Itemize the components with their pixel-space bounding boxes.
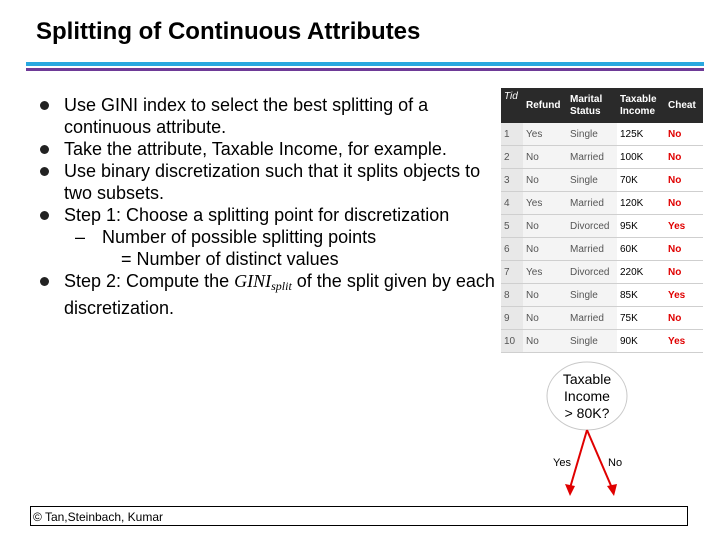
cell-cheat: No bbox=[665, 123, 703, 146]
bullet-dot-icon bbox=[40, 101, 49, 110]
header-tid: Tid bbox=[501, 88, 523, 123]
bullet-text-post: of the split given by each discretization. bbox=[64, 271, 495, 318]
cell-refund: No bbox=[523, 169, 567, 192]
bullet-dot-icon bbox=[40, 277, 49, 286]
data-table bbox=[501, 88, 703, 353]
cell-refund: No bbox=[523, 330, 567, 353]
table-body bbox=[501, 123, 703, 353]
cell-taxable-income: 70K bbox=[617, 169, 665, 192]
header-cheat: Cheat bbox=[665, 88, 703, 123]
gini-split-term bbox=[234, 271, 292, 291]
footer-credit: © Tan,Steinbach, Kumar bbox=[30, 506, 688, 526]
cell-tid: 4 bbox=[501, 192, 523, 215]
table-row bbox=[501, 192, 703, 215]
cell-cheat: No bbox=[665, 238, 703, 261]
cell-marital-status: Married bbox=[567, 192, 617, 215]
cell-cheat: No bbox=[665, 261, 703, 284]
cell-refund: Yes bbox=[523, 123, 567, 146]
cell-marital-status: Divorced bbox=[567, 261, 617, 284]
cell-tid: 2 bbox=[501, 146, 523, 169]
tree-question-line3: > 80K? bbox=[564, 405, 610, 421]
table-row bbox=[501, 307, 703, 330]
tree-question-line1: Taxable bbox=[562, 371, 612, 387]
cell-refund: No bbox=[523, 307, 567, 330]
table-row bbox=[501, 238, 703, 261]
no-branch-label: No bbox=[608, 457, 623, 469]
cell-refund: Yes bbox=[523, 261, 567, 284]
header-marital-status: Marital Status bbox=[567, 88, 617, 123]
gini-subscript: split bbox=[271, 279, 292, 293]
cell-tid: 1 bbox=[501, 123, 523, 146]
bullet-item bbox=[40, 94, 500, 138]
bullet-dot-icon bbox=[40, 211, 49, 220]
title-underline bbox=[26, 62, 704, 71]
cell-marital-status: Divorced bbox=[567, 215, 617, 238]
cell-cheat: Yes bbox=[665, 330, 703, 353]
cell-refund: No bbox=[523, 284, 567, 307]
bullet-item bbox=[40, 270, 500, 319]
bullet-text: Use GINI index to select the best splitting of a continuous attribute. bbox=[64, 95, 429, 137]
cell-cheat: No bbox=[665, 169, 703, 192]
table-row bbox=[501, 146, 703, 169]
cell-taxable-income: 60K bbox=[617, 238, 665, 261]
cell-cheat: Yes bbox=[665, 284, 703, 307]
table-row bbox=[501, 123, 703, 146]
yes-branch-line bbox=[570, 430, 587, 488]
cell-taxable-income: 220K bbox=[617, 261, 665, 284]
yes-arrow-icon bbox=[565, 484, 575, 496]
cell-taxable-income: 90K bbox=[617, 330, 665, 353]
table-row bbox=[501, 169, 703, 192]
bullet-dot-icon bbox=[40, 167, 49, 176]
cell-marital-status: Married bbox=[567, 307, 617, 330]
cell-taxable-income: 85K bbox=[617, 284, 665, 307]
cell-refund: No bbox=[523, 146, 567, 169]
cell-cheat: Yes bbox=[665, 215, 703, 238]
cell-taxable-income: 95K bbox=[617, 215, 665, 238]
cell-cheat: No bbox=[665, 307, 703, 330]
bullet-item bbox=[40, 138, 500, 160]
underline-purple bbox=[26, 68, 704, 71]
cell-tid: 6 bbox=[501, 238, 523, 261]
table-row bbox=[501, 330, 703, 353]
table-header-row bbox=[501, 88, 703, 123]
cell-refund: No bbox=[523, 215, 567, 238]
sub-bullet-item bbox=[40, 226, 500, 248]
cell-taxable-income: 100K bbox=[617, 146, 665, 169]
header-taxable-income: Taxable Income bbox=[617, 88, 665, 123]
sub-bullet-text: Number of possible splitting points bbox=[102, 227, 377, 247]
bullet-item bbox=[40, 160, 500, 204]
cell-tid: 9 bbox=[501, 307, 523, 330]
gini-term: GINI bbox=[234, 271, 272, 291]
cell-marital-status: Single bbox=[567, 169, 617, 192]
cell-tid: 3 bbox=[501, 169, 523, 192]
cell-marital-status: Single bbox=[567, 330, 617, 353]
table-row bbox=[501, 284, 703, 307]
table-row bbox=[501, 261, 703, 284]
cell-refund: Yes bbox=[523, 192, 567, 215]
bullet-list bbox=[40, 94, 500, 319]
bullet-text: Take the attribute, Taxable Income, for example. bbox=[64, 139, 447, 159]
cell-taxable-income: 75K bbox=[617, 307, 665, 330]
cell-tid: 10 bbox=[501, 330, 523, 353]
cell-tid: 8 bbox=[501, 284, 523, 307]
cell-cheat: No bbox=[665, 192, 703, 215]
cell-marital-status: Single bbox=[567, 123, 617, 146]
slide-title: Splitting of Continuous Attributes bbox=[36, 18, 421, 45]
bullet-text-pre: Step 2: Compute the bbox=[64, 271, 235, 291]
cell-tid: 7 bbox=[501, 261, 523, 284]
cell-taxable-income: 125K bbox=[617, 123, 665, 146]
header-refund: Refund bbox=[523, 88, 567, 123]
sub-bullet-continuation: = Number of distinct values bbox=[121, 249, 339, 269]
bullet-text: Use binary discretization such that it splits objects to two subsets. bbox=[64, 161, 481, 203]
tree-question-line2: Income bbox=[564, 388, 610, 404]
decision-tree bbox=[540, 360, 700, 505]
cell-marital-status: Single bbox=[567, 284, 617, 307]
cell-tid: 5 bbox=[501, 215, 523, 238]
bullet-dot-icon bbox=[40, 145, 49, 154]
table-row bbox=[501, 215, 703, 238]
bullet-item bbox=[40, 204, 500, 226]
bullet-text: Step 1: Choose a splitting point for discretization bbox=[64, 205, 450, 225]
cell-cheat: No bbox=[665, 146, 703, 169]
cell-refund: No bbox=[523, 238, 567, 261]
yes-branch-label: Yes bbox=[553, 457, 571, 469]
cell-taxable-income: 120K bbox=[617, 192, 665, 215]
cell-marital-status: Married bbox=[567, 146, 617, 169]
no-arrow-icon bbox=[607, 484, 617, 496]
cell-marital-status: Married bbox=[567, 238, 617, 261]
sub-bullet-dash: – bbox=[75, 227, 86, 247]
